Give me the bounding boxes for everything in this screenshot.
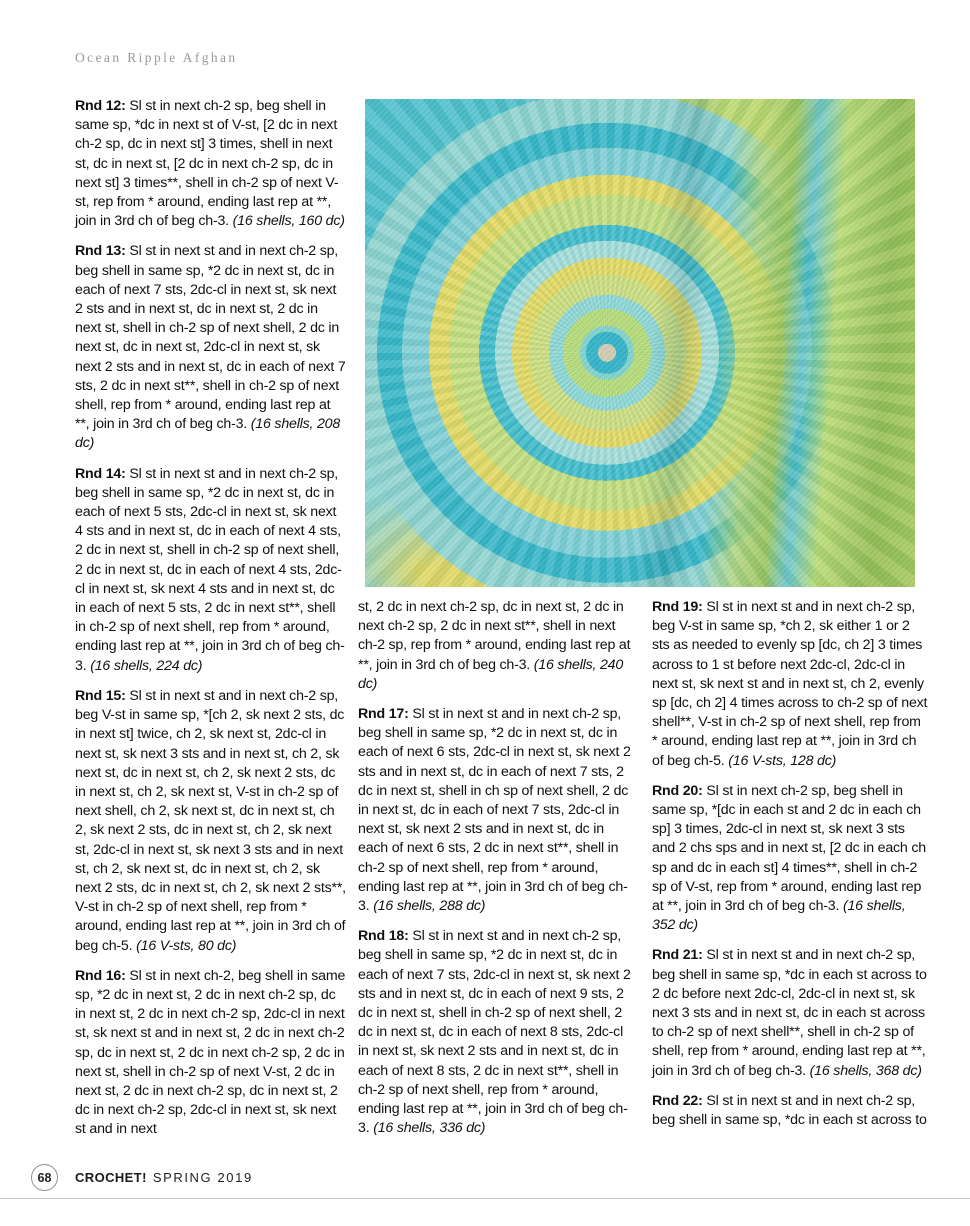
round-text: Sl st in next ch-2, beg shell in same sp, *2 dc in next st, 2 dc in next ch-2 sp, dc in next st, 2 dc in next ch-2 sp, 2dc-cl in next st, sk next st and in next st, 2 dc in next ch-2 sp, dc in next st, 2 dc in next ch-2 sp, 2 dc in next st, shell in ch-2 sp of next V-st, 2 dc in next st, 2 dc in next ch-2 sp, dc in next st, 2 dc in next ch-2 sp, 2dc-cl in next st, sk next st and in next xyxy=(75,967,346,1138)
round-text: Sl st in next st and in next ch-2 sp, beg shell in same sp, *2 dc in next st, dc in each of next 7 sts, 2dc-cl in next st, sk next 2 sts and in next st, dc in next st, 2 dc in next st, shell in ch-2 sp of next shell, 2 dc in next st, dc in next st, 2dc-cl in next st, sk next 2 sts and in next st, dc in each of next 7 sts, 2 dc in next st**, shell in ch-2 sp of next shell, rep from * around, ending last rep at **, join in 3rd ch of beg ch-3. xyxy=(75,243,346,433)
round-12 xyxy=(75,97,347,231)
round-21 xyxy=(652,946,928,1080)
round-label: Rnd 15: xyxy=(75,687,130,704)
article-kicker: Ocean Ripple Afghan xyxy=(75,50,238,65)
round-label: Rnd 21: xyxy=(652,947,707,964)
round-label: Rnd 14: xyxy=(75,465,130,482)
stitch-count: (16 shells, 288 dc) xyxy=(373,898,486,915)
round-15 xyxy=(75,687,347,956)
round-label: Rnd 18: xyxy=(358,928,413,945)
round-text: Sl st in next st and in next ch-2 sp, beg V-st in same sp, *[ch 2, sk next 2 sts, dc in next st] twice, ch 2, sk next st, 2dc-cl in next st, sk next 3 sts and in next st, ch 2, sk next st, dc in next st, ch 2, sk next 2 sts, dc in next st, ch 2, sk next st, V-st in ch-2 sp of next shell, ch 2, sk next st, dc in next st, ch 2, sk next 2 sts, dc in next st, ch 2, sk next st, 2dc-cl in next st, sk next 3 sts and in next st, ch 2, sk next st, dc in next st, ch 2, sk next 2 sts, dc in next st, ch 2, sk next 2 sts**, V-st in ch-2 sp of next shell, rep from * around, ending last rep at **, join in 3rd ch of beg ch-5. xyxy=(75,687,346,954)
round-22 xyxy=(652,1092,928,1130)
magazine-issue: SPRING 2019 xyxy=(152,1170,253,1185)
stitch-count: (16 V-sts, 80 dc) xyxy=(136,937,237,954)
page-footer xyxy=(0,1160,970,1200)
text-column-left xyxy=(75,97,347,1151)
round-text: Sl st in next st and in next ch-2 sp, beg shell in same sp, *2 dc in next st, dc in each of next 6 sts, 2dc-cl in next st, sk next 2 sts and in next st, dc in each of next 7 sts, 2 dc in next st, shell in ch sp of next shell, 2 dc in next st, dc in each of next 7 sts, 2dc-cl in next st, sk next 2 sts and in next st, dc in each of next 6 sts, 2 dc in next st**, shell in ch-2 sp of next shell, rep from * around, ending last rep at **, join in 3rd ch of beg ch-3. xyxy=(358,706,631,915)
round-label: Rnd 22: xyxy=(652,1092,707,1109)
round-18 xyxy=(358,927,636,1138)
magazine-footer-line xyxy=(75,1170,253,1185)
text-column-right xyxy=(652,598,928,1141)
round-label: Rnd 13: xyxy=(75,243,130,260)
page-number-badge xyxy=(31,1164,58,1191)
round-16 xyxy=(75,967,347,1140)
round-label: Rnd 17: xyxy=(358,706,413,723)
round-19 xyxy=(652,598,928,771)
magazine-name: CROCHET! xyxy=(75,1170,147,1185)
round-text: Sl st in next st and in next ch-2 sp, beg shell in same sp, *2 dc in next st, dc in each of next 5 sts, 2dc-cl in next st, sk next 4 sts and in next st, dc in each of next 4 sts, 2 dc in next st, shell in ch-2 sp of next shell, 2 dc in next st, dc in each of next 4 sts, 2dc-cl in next st, sk next 4 sts and in next st, dc in each of next 5 sts, 2 dc in next st**, shell in ch-2 sp of next shell, rep from * around, ending last rep at **, join in 3rd ch of beg ch-3. xyxy=(75,465,345,674)
stitch-count: (16 shells, 160 dc) xyxy=(232,213,345,230)
round-text: Sl st in next st and in next ch-2 sp, beg shell in same sp, *2 dc in next st, dc in each of next 7 sts, 2dc-cl in next st, sk next 2 sts and in next st, dc in each of next 9 sts, 2 dc in next st, shell in ch-2 sp of next shell, 2 dc in next st, dc in each of next 8 sts, 2dc-cl in next st, sk next 2 sts and in next st, dc in each of next 8 sts, 2 dc in next st**, shell in ch-2 sp of next shell, rep from * around, ending last rep at **, join in 3rd ch of beg ch-3. xyxy=(358,928,631,1137)
round-label: Rnd 16: xyxy=(75,967,130,984)
round-label: Rnd 12: xyxy=(75,98,130,114)
round-text: Sl st in next st and in next ch-2 sp, beg shell in same sp, *dc in each st across to 2 dc before next 2dc-cl, 2dc-cl in next st, sk next 3 sts and in next st, dc in each st across to ch-2 sp of next shell**, shell in ch-2 sp of shell, rep from * around, ending last rep at **, join in 3rd ch of beg ch-3. xyxy=(652,947,927,1079)
round-text: st, 2 dc in next ch-2 sp, dc in next st, 2 dc in next ch-2 sp, 2 dc in next st**, shell in next ch-2 sp, rep from * around, ending last rep at **, join in 3rd ch of beg ch-3. xyxy=(358,599,631,673)
text-column-middle xyxy=(358,598,636,1149)
round-16-continued xyxy=(358,598,636,694)
page-number: 68 xyxy=(37,1170,52,1185)
round-17 xyxy=(358,705,636,916)
round-13 xyxy=(75,242,347,453)
round-text: Sl st in next ch-2 sp, beg shell in same sp, *[dc in each st and 2 dc in each ch sp] 3 times, 2dc-cl in next st, sk next 3 sts and 2 chs sps and in next st, [2 dc in each ch sp and dc in each st] 4 times**, shell in ch-2 sp of V-st, rep from * around, ending last rep at **, join in 3rd ch of beg ch-3. xyxy=(652,782,926,915)
round-text: Sl st in next st and in next ch-2 sp, beg shell in same sp, *dc in each st across to xyxy=(652,1092,927,1129)
stitch-count: (16 shells, 224 dc) xyxy=(90,657,203,674)
round-label: Rnd 20: xyxy=(652,782,707,799)
stitch-count: (16 V-sts, 128 dc) xyxy=(728,752,837,769)
bottom-rule xyxy=(0,1198,970,1199)
stitch-count: (16 shells, 240 dc) xyxy=(358,656,624,692)
stitch-count: (16 shells, 336 dc) xyxy=(373,1120,486,1137)
round-text: Sl st in next ch-2 sp, beg shell in same sp, *dc in next st of V-st, [2 dc in next ch-2 sp, dc in next st] 3 times, shell in next st, dc in next st, [2 dc in next ch-2 sp, dc in next st] 3 times**, shell in ch-2 sp of next V-st, rep from * around, ending last rep at **, join in 3rd ch of beg ch-3. xyxy=(75,98,339,230)
round-label: Rnd 19: xyxy=(652,599,707,615)
stitch-count: (16 shells, 368 dc) xyxy=(809,1062,922,1079)
stitch-count: (16 shells, 208 dc) xyxy=(75,416,341,452)
round-20 xyxy=(652,782,928,936)
stitch-count: (16 shells, 352 dc) xyxy=(652,898,906,934)
round-14 xyxy=(75,465,347,676)
round-text: Sl st in next st and in next ch-2 sp, beg V-st in same sp, *ch 2, sk either 1 or 2 sts as needed to evenly sp [dc, ch 2] 3 times across to 1 st before next 2dc-cl, 2dc-cl in next st, sk next st and in next st, ch 2, evenly sp [dc, ch 2] 4 times across to ch-2 sp of next shell**, V-st in ch-2 sp of next shell, rep from * around, ending last rep at **, join in 3rd ch of beg ch-5. xyxy=(652,599,928,769)
afghan-photo xyxy=(365,99,915,587)
